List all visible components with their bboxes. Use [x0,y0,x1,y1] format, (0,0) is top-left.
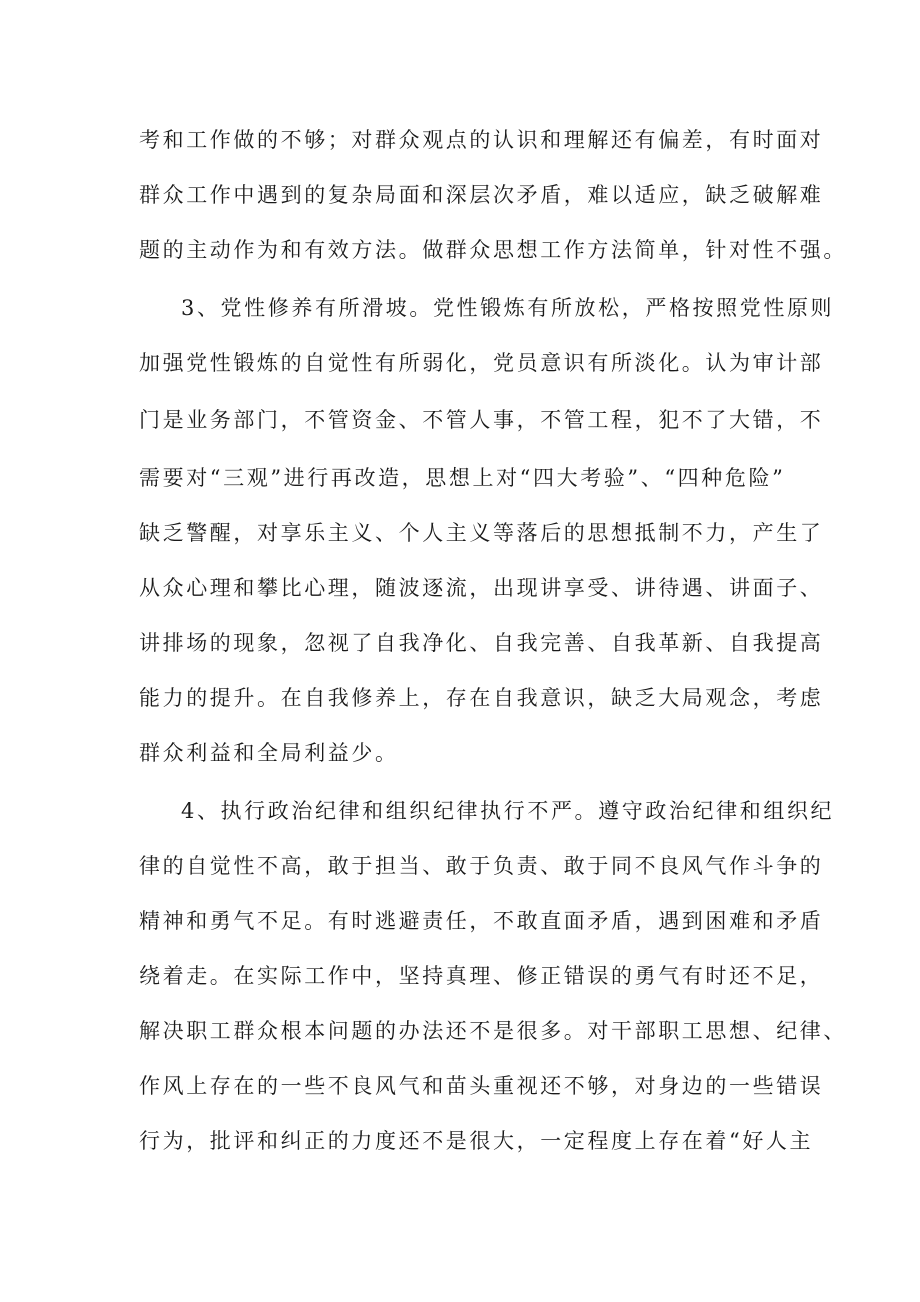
text-line: 作风上存在的一些不良风气和苗头重视还不够，对身边的一些错误 [139,1074,824,1098]
text-line: 群众工作中遇到的复杂局面和深层次矛盾，难以适应，缺乏破解难 [139,183,824,207]
text-line: 行为，批评和纠正的力度还不是很大，一定程度上存在着“好人主 [139,1129,814,1153]
text-line: 群众利益和全局利益少。 [139,741,399,765]
text-line: 从众心理和攀比心理，随波逐流，出现讲享受、讲待遇、讲面子、 [139,576,824,600]
text-line: 能力的提升。在自我修养上，存在自我意识，缺乏大局观念，考虑 [139,686,824,710]
text-line: 绕着走。在实际工作中，坚持真理、修正错误的勇气有时还不足， [139,964,824,988]
text-line: 解决职工群众根本问题的办法还不是很多。对干部职工思想、纪律、 [139,1019,847,1043]
text-line: 缺乏警醒，对享乐主义、个人主义等落后的思想抵制不力，产生了 [139,521,824,545]
text-line: 4、执行政治纪律和组织纪律执行不严。遵守政治纪律和组织纪 [181,799,835,823]
text-line: 考和工作做的不够；对群众观点的认识和理解还有偏差，有时面对 [139,128,824,152]
text-line: 需要对“三观”进行再改造，思想上对“四大考验”、“四种危险” [139,466,786,490]
text-line: 精神和勇气不足。有时逃避责任，不敢直面矛盾，遇到困难和矛盾 [139,909,824,933]
text-line: 3、党性修养有所滑坡。党性锻炼有所放松，严格按照党性原则 [181,296,835,320]
text-line: 律的自觉性不高，敢于担当、敢于负责、敢于同不良风气作斗争的 [139,854,824,878]
text-line: 讲排场的现象，忽视了自我净化、自我完善、自我革新、自我提高 [139,631,824,655]
text-line: 题的主动作为和有效方法。做群众思想工作方法简单，针对性不强。 [139,238,847,262]
text-line: 加强党性锻炼的自觉性有所弱化，党员意识有所淡化。认为审计部 [139,351,824,375]
text-line: 门是业务部门，不管资金、不管人事，不管工程，犯不了大错，不 [139,408,824,432]
